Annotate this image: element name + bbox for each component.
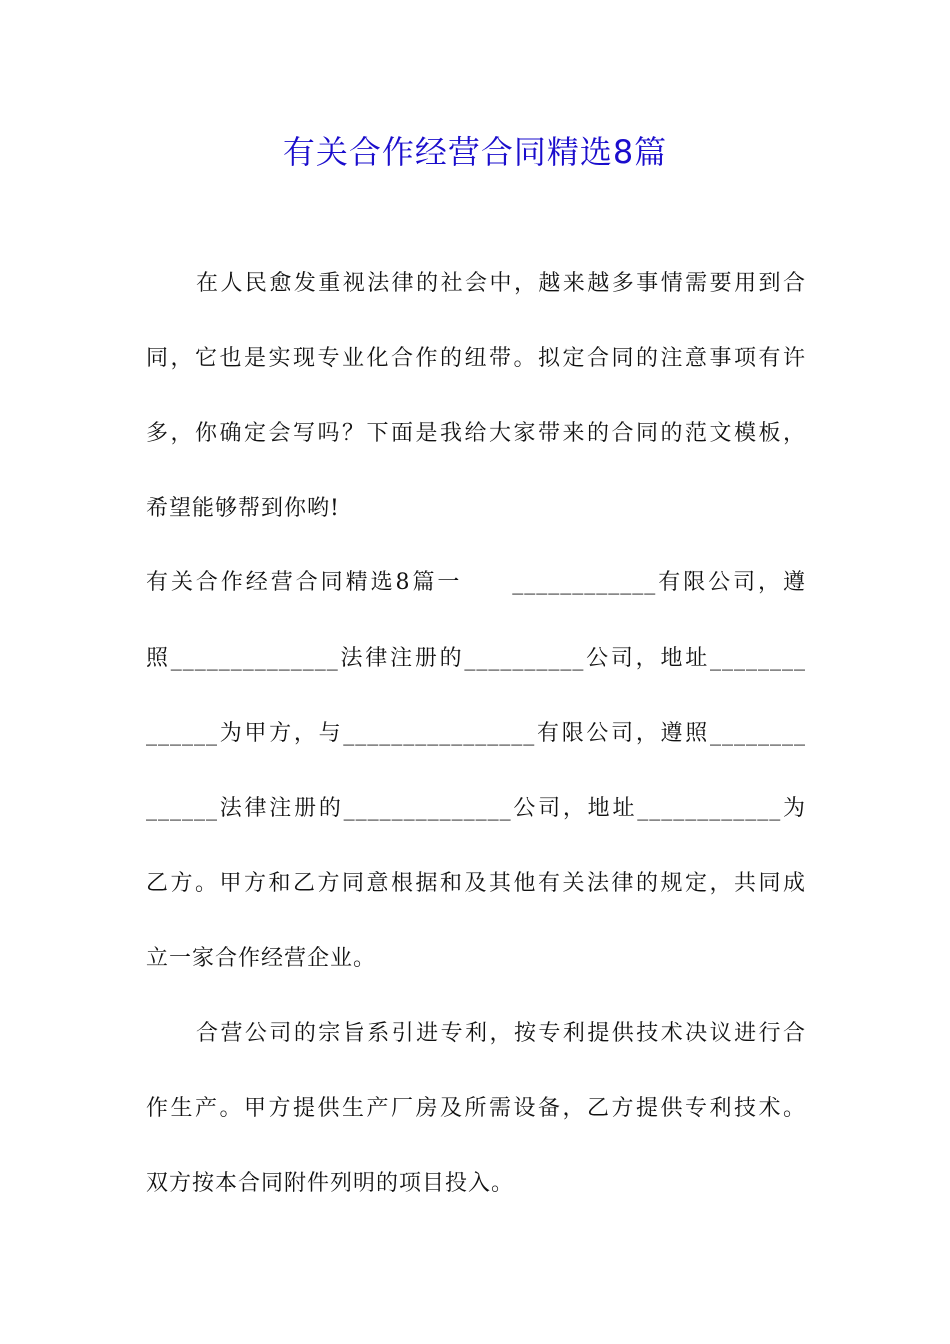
paragraph-line: 乙方。甲方和乙方同意根据和及其他有关法律的规定，共同成 [146,871,806,896]
paragraph-line: ______法律注册的______________公司，地址____________为 [146,796,806,821]
paragraph-line: ______为甲方，与________________有限公司，遵照________ [146,721,806,746]
paragraph-line: 照______________法律注册的__________公司，地址________ [146,646,806,671]
paragraph-line: 希望能够帮到你哟! [146,496,340,521]
paragraph-line: 作生产。甲方提供生产厂房及所需设备，乙方提供专利技术。 [146,1096,806,1121]
paragraph-line: 合营公司的宗旨系引进专利，按专利提供技术决议进行合 [196,1021,806,1046]
paragraph-line: 同，它也是实现专业化合作的纽带。拟定合同的注意事项有许 [146,346,806,371]
document-title: 有关合作经营合同精选8篇 [282,133,668,171]
paragraph-line: 在人民愈发重视法律的社会中，越来越多事情需要用到合 [196,271,806,296]
paragraph-line: 有关合作经营合同精选8篇一 ____________有限公司，遵 [146,570,806,595]
paragraph-line: 多，你确定会写吗？下面是我给大家带来的合同的范文模板， [146,421,806,446]
paragraph-line: 立一家合作经营企业。 [146,946,377,971]
paragraph-line: 双方按本合同附件列明的项目投入。 [146,1171,515,1196]
